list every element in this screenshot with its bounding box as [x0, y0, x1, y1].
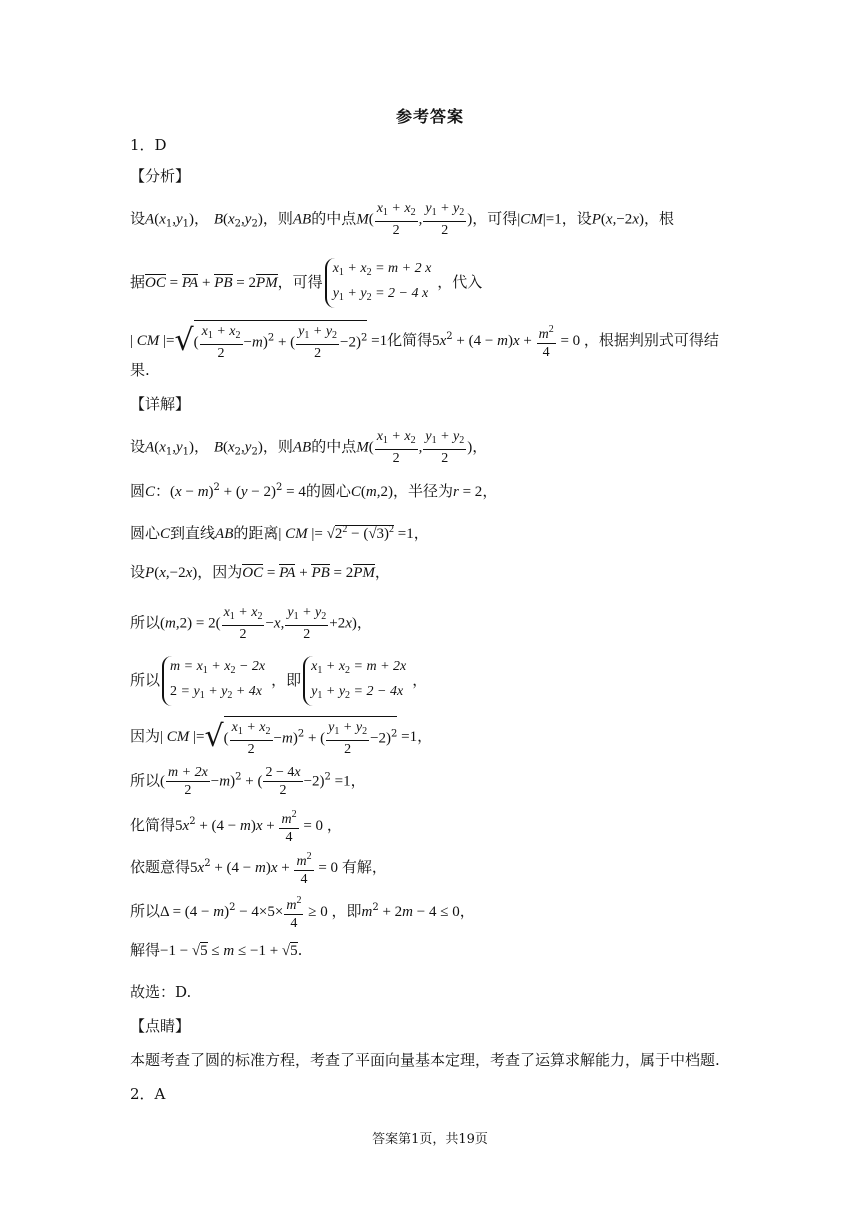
page-title: 参考答案 [395, 107, 464, 126]
q2-label: 2．A [130, 1085, 166, 1103]
analysis-heading: 【分析】 [130, 167, 191, 185]
detail-line-6: 所以$m = x_1 + x_2 - 2x$ $2 = y_1 + y_2 + 4x$，即$x_1 + x_2 = m + 2x$ $y_1 + y_2 = 2 - 4x$， [130, 656, 427, 706]
detail-line-4: 设P(x,−2x)，因为OC = PA + PB = 2PM， [130, 563, 390, 581]
q1-label: 1．D [130, 136, 167, 154]
detail-line-11: 所以$\Delta = (4 - m)^2 - 4\times 5\times$ $\frac{m^2}{4}$ ≥ 0 ，即$m^2 + 2m - 4 \le 0$， [130, 892, 475, 932]
detail-line-13: 故选：D. [130, 983, 192, 1001]
detail-line-10: 依题意得$5x^2 + (4 - m)x$ + $\frac{m^2}{4}$ = 0 有解， [130, 848, 387, 888]
detail-line-1: 设$A(x_1,y_1)$， $B(x_2,y_2)$，则AB的中点M( $\frac{x_1 + x_2}{2}$ , $\frac{y_1 + y_2}{2}$ )， [130, 429, 488, 466]
detail-line-5: 所以(m,2) = 2( $\frac{x_1 + x_2}{2}$ −x, $\frac{y_1 + y_2}{2}$ +2x)， [130, 605, 372, 642]
analysis-line-3: | CM |=√( $\frac{x_1 + x_2}{2}$ −m)$^2$ + ( $\frac{y_1 + y_2}{2}$ −2)$^2$ =1化简得$5x^2 + (4 - m)x$ + $\frac{m^2}{4}$ = 0 ，根据判别式可得结 [130, 320, 719, 362]
detail-line-12: 解得−1 − √5 ≤ m ≤ −1 + √5. [130, 941, 303, 959]
comment-heading: 【点睛】 [130, 1017, 191, 1035]
page-footer: 答案第1页，共19页 [372, 1132, 488, 1147]
comment-text: 本题考查了圆的标准方程，考查了平面向量基本定理，考查了运算求解能力，属于中档题. [130, 1051, 720, 1069]
detail-line-9: 化简得$5x^2 + (4 - m)x$ + $\frac{m^2}{4}$ = 0 ， [130, 806, 342, 846]
detail-line-8: 所以( $\frac{m + 2x}{2}$ −m)$^2$ + ( $\frac{2 - 4x}{2}$ −2)$^2$ =1， [130, 765, 366, 798]
analysis-line-1: 设$A(x_1,y_1)$， $B(x_2,y_2)$，则AB的中点M( $\frac{x_1 + x_2}{2}$ , $\frac{y_1 + y_2}{2}$ )，可得|CM|=1，设P(x,−2x)，根 [130, 201, 674, 238]
analysis-line-2: 据OC = PA + PB = 2PM，可得$x_1 + x_2 = m + 2$ x $y_1 + y_2 = 2 - 4$ x，代入 [130, 258, 482, 308]
detail-line-7: 因为| CM |=√( $\frac{x_1 + x_2}{2}$ −m)$^2$ + ( $\frac{y_1 + y_2}{2}$ −2)$^2$ =1， [130, 716, 432, 758]
detail-line-2: 圆C：$(x - m)^2 + (y - 2)^2 = 4$的圆心C(m,2)，半径为r = 2， [130, 482, 498, 500]
detail-line-3: 圆心C到直线AB的距离| CM |= $√2^2 - (√3)^2 =1$， [130, 524, 429, 542]
analysis-line-4: 果. [130, 361, 150, 379]
detail-heading: 【详解】 [130, 395, 191, 413]
